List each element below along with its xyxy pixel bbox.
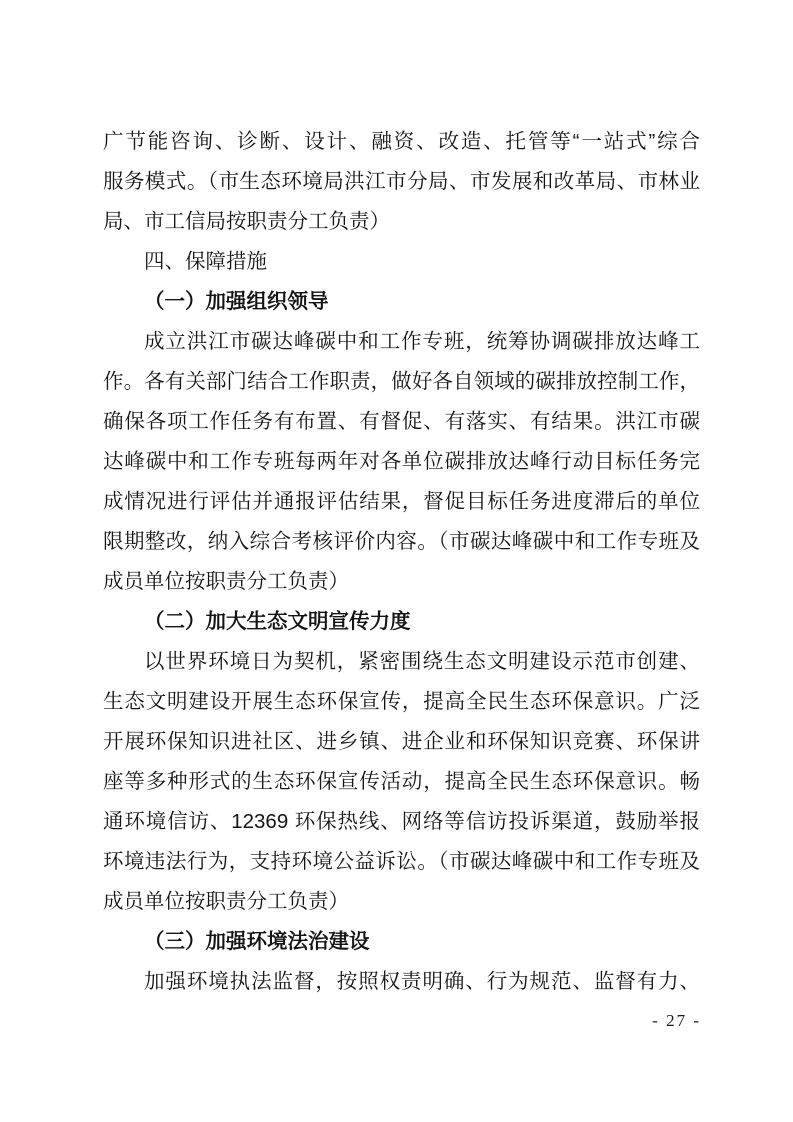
- subsection-heading-1: （一）加强组织领导: [144, 290, 329, 313]
- paragraph-end-line: 成员单位按职责分工负责）: [103, 570, 349, 593]
- paragraph-line: 环境违法行为，支持环境公益诉讼。（市碳达峰碳中和工作专班及: [103, 850, 700, 873]
- subsection-heading-3: （三）加强环境法治建设: [144, 930, 370, 953]
- paragraph-line: 开展环保知识进社区、进乡镇、进企业和环保知识竞赛、环保讲: [103, 730, 700, 753]
- paragraph-line: 生态文明建设开展生态环保宣传，提高全民生态环保意识。广泛: [103, 690, 700, 713]
- paragraph-line: 加强环境执法监督，按照权责明确、行为规范、监督有力、: [144, 970, 700, 993]
- paragraph-line: 成情况进行评估并通报评估结果，督促目标任务进度滞后的单位: [103, 490, 700, 513]
- paragraph-line: 服务模式。（市生态环境局洪江市分局、市发展和改革局、市林业: [103, 170, 700, 193]
- paragraph-end-line: 局、市工信局按职责分工负责）: [103, 210, 390, 233]
- paragraph-line: 限期整改，纳入综合考核评价内容。（市碳达峰碳中和工作专班及: [103, 530, 700, 553]
- paragraph-line: 达峰碳中和工作专班每两年对各单位碳排放达峰行动目标任务完: [103, 450, 700, 473]
- paragraph-end-line: 成员单位按职责分工负责）: [103, 890, 349, 913]
- paragraph-line: 成立洪江市碳达峰碳中和工作专班，统筹协调碳排放达峰工: [144, 330, 700, 353]
- paragraph-line: 座等多种形式的生态环保宣传活动，提高全民生态环保意识。畅: [103, 770, 700, 793]
- paragraph-line: 通环境信访、12369 环保热线、网络等信访投诉渠道，鼓励举报: [103, 810, 700, 833]
- document-body: [103, 122, 700, 1002]
- subsection-heading-2: （二）加大生态文明宣传力度: [144, 610, 411, 633]
- paragraph-line: 以世界环境日为契机，紧密围绕生态文明建设示范市创建、: [144, 650, 700, 673]
- page-number: - 27 -: [652, 1011, 701, 1030]
- section-heading-4: 四、保障措施: [144, 250, 267, 273]
- paragraph-line: 作。各有关部门结合工作职责，做好各自领域的碳排放控制工作，: [103, 370, 700, 393]
- paragraph-continuation-line: 广节能咨询、诊断、设计、融资、改造、托管等“一站式”综合: [103, 130, 700, 153]
- paragraph-line: 确保各项工作任务有布置、有督促、有落实、有结果。洪江市碳: [103, 410, 700, 433]
